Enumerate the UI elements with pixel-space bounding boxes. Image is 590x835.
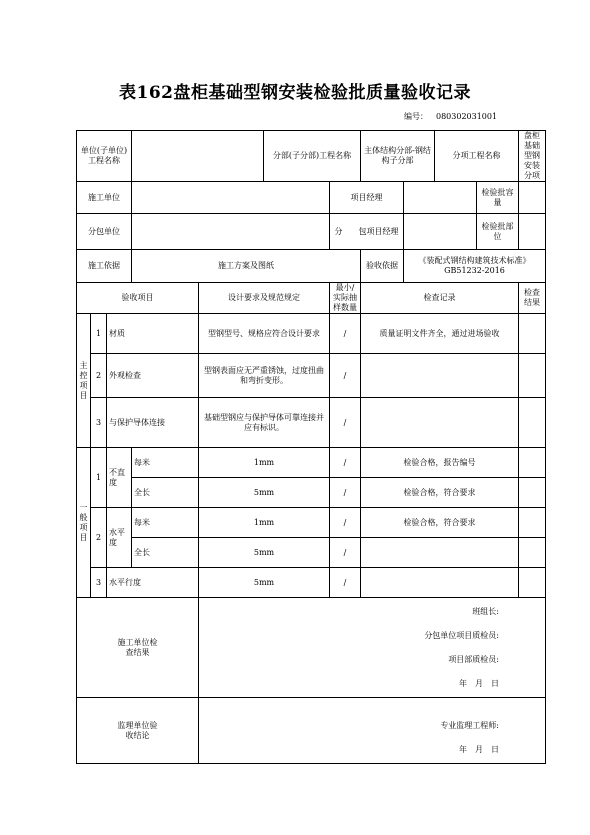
general-item-row bbox=[77, 508, 546, 538]
general-item-row bbox=[77, 478, 546, 508]
general-item-name: 水平行度 bbox=[107, 568, 199, 598]
general-item-row bbox=[77, 568, 546, 598]
general-item-record[interactable] bbox=[361, 568, 519, 598]
general-item-sample[interactable]: / bbox=[330, 538, 361, 568]
contractor-label: 施工单位 bbox=[77, 182, 132, 214]
general-item-record[interactable]: 检验合格，符合要求 bbox=[361, 508, 519, 538]
inspection-record-table bbox=[76, 130, 546, 764]
general-item-design: 1mm bbox=[199, 508, 330, 538]
general-item-name: 不直度 bbox=[107, 448, 132, 508]
general-item-result[interactable] bbox=[519, 508, 546, 538]
supervisor-signature-block[interactable] bbox=[199, 698, 546, 764]
subdivision-name-field[interactable]: 主体结构分部-钢结构子分部 bbox=[361, 131, 435, 182]
general-item-row bbox=[77, 538, 546, 568]
sub-project-manager-field[interactable] bbox=[404, 214, 477, 250]
supervisor-spacer bbox=[201, 700, 499, 714]
main-item-result[interactable] bbox=[519, 314, 546, 354]
main-item-record[interactable] bbox=[361, 398, 519, 448]
main-item-sample[interactable]: / bbox=[330, 314, 361, 354]
document-number-value: 080302031001 bbox=[436, 112, 498, 121]
sub-project-manager-label: 分 包项目经理 bbox=[330, 214, 404, 250]
general-item-sample[interactable]: / bbox=[330, 448, 361, 478]
general-item-record[interactable] bbox=[361, 538, 519, 568]
unit-name-field[interactable] bbox=[132, 131, 264, 182]
batch-location-field[interactable] bbox=[519, 214, 546, 250]
batch-size-label: 检验批容量 bbox=[477, 182, 519, 214]
column-sample: 最小/实际抽样数量 bbox=[330, 283, 361, 314]
project-manager-label: 项目经理 bbox=[330, 182, 404, 214]
general-item-result[interactable] bbox=[519, 538, 546, 568]
main-item-name: 与保护导体连接 bbox=[107, 398, 199, 448]
supervisor-label bbox=[77, 698, 199, 764]
contractor-check-label bbox=[77, 598, 199, 698]
contractor-signature-block[interactable] bbox=[199, 598, 546, 698]
column-item: 验收项目 bbox=[77, 283, 199, 314]
general-item-name: 水平度 bbox=[107, 508, 132, 568]
header-row-unit bbox=[77, 131, 546, 182]
main-item-row bbox=[77, 354, 546, 398]
general-subitem-name: 全长 bbox=[132, 538, 199, 568]
general-item-record[interactable]: 检验合格，报告编号 bbox=[361, 448, 519, 478]
main-item-result[interactable] bbox=[519, 354, 546, 398]
general-subitem-name: 每米 bbox=[132, 508, 199, 538]
general-items-group-text: 一般项目 bbox=[79, 502, 88, 542]
general-item-sample[interactable]: / bbox=[330, 478, 361, 508]
general-item-record[interactable]: 检验合格，符合要求 bbox=[361, 478, 519, 508]
main-item-name: 外观检查 bbox=[107, 354, 199, 398]
main-item-result[interactable] bbox=[519, 398, 546, 448]
supervisor-row bbox=[77, 698, 546, 764]
main-item-no: 3 bbox=[91, 398, 107, 448]
batch-size-field[interactable] bbox=[519, 182, 546, 214]
acceptance-basis-label: 验收依据 bbox=[361, 250, 404, 283]
contractor-check-label-text: 施工单位检查结果 bbox=[117, 637, 158, 657]
general-item-no: 3 bbox=[91, 568, 107, 598]
contractor-field[interactable] bbox=[132, 182, 330, 214]
general-item-result[interactable] bbox=[519, 448, 546, 478]
item-name-label: 分项工程名称 bbox=[435, 131, 519, 182]
general-item-sample[interactable]: / bbox=[330, 568, 361, 598]
construction-basis-field[interactable]: 施工方案及图纸 bbox=[132, 250, 361, 283]
general-item-result[interactable] bbox=[519, 478, 546, 508]
general-item-no: 1 bbox=[91, 448, 107, 508]
general-item-design: 5mm bbox=[199, 568, 330, 598]
project-manager-field[interactable] bbox=[404, 182, 477, 214]
general-item-design: 1mm bbox=[199, 448, 330, 478]
main-item-design: 基础型钢应与保护导体可靠连接并应有标识。 bbox=[199, 398, 330, 448]
general-items-group-label bbox=[77, 448, 91, 598]
column-result: 检查结果 bbox=[519, 283, 546, 314]
main-item-sample[interactable]: / bbox=[330, 398, 361, 448]
general-item-sample[interactable]: / bbox=[330, 508, 361, 538]
construction-basis-label: 施工依据 bbox=[77, 250, 132, 283]
batch-location-label: 检验批部位 bbox=[477, 214, 519, 250]
main-item-no: 1 bbox=[91, 314, 107, 354]
supervisor-date[interactable]: 年 月 日 bbox=[459, 744, 500, 754]
item-name-field[interactable]: 盘柜基础型钢安装分项 bbox=[519, 131, 546, 182]
general-item-design: 5mm bbox=[199, 538, 330, 568]
contractor-date[interactable]: 年 月 日 bbox=[459, 678, 500, 688]
document-number bbox=[396, 111, 497, 122]
acceptance-basis-field[interactable]: 《装配式钢结构建筑技术标准》 GB51232-2016 bbox=[404, 250, 546, 283]
contractor-check-row bbox=[77, 598, 546, 698]
document-number-label: 编号： bbox=[404, 112, 428, 121]
dept-inspector-signature[interactable]: 项目部质检员: bbox=[448, 654, 500, 664]
page-title: 表162盘柜基础型钢安装检验批质量验收记录 bbox=[119, 83, 471, 103]
subcontractor-label: 分包单位 bbox=[77, 214, 132, 250]
general-item-design: 5mm bbox=[199, 478, 330, 508]
column-record: 检查记录 bbox=[361, 283, 519, 314]
general-subitem-name: 全长 bbox=[132, 478, 199, 508]
general-item-row bbox=[77, 448, 546, 478]
sub-inspector-signature[interactable]: 分包单位项目质检员: bbox=[424, 630, 500, 640]
subdivision-name-label: 分部(子分部)工程名称 bbox=[264, 131, 361, 182]
header-row-contractor bbox=[77, 182, 546, 214]
subcontractor-field[interactable] bbox=[132, 214, 330, 250]
main-item-name: 材质 bbox=[107, 314, 199, 354]
general-item-no: 2 bbox=[91, 508, 107, 568]
header-row-subcontractor bbox=[77, 214, 546, 250]
column-header-row bbox=[77, 283, 546, 314]
team-leader-signature[interactable]: 班组长: bbox=[472, 606, 500, 616]
main-item-record[interactable] bbox=[361, 354, 519, 398]
main-item-design: 型钢表面应无严重锈蚀，过度扭曲和弯折变形。 bbox=[199, 354, 330, 398]
main-items-group-text: 主控项目 bbox=[79, 360, 88, 400]
main-item-record[interactable]: 质量证明文件齐全，通过进场验收 bbox=[361, 314, 519, 354]
general-subitem-name: 每米 bbox=[132, 448, 199, 478]
main-item-sample[interactable]: / bbox=[330, 354, 361, 398]
main-items-group-label bbox=[77, 314, 91, 448]
supervisor-engineer-signature[interactable]: 专业监理工程师: bbox=[440, 720, 500, 730]
unit-name-label: 单位(子单位)工程名称 bbox=[77, 131, 132, 182]
main-item-design: 型钢型号、规格应符合设计要求 bbox=[199, 314, 330, 354]
general-item-result[interactable] bbox=[519, 568, 546, 598]
supervisor-label-text: 监理单位验收结论 bbox=[117, 720, 158, 740]
column-design: 设计要求及规范规定 bbox=[199, 283, 330, 314]
main-item-row bbox=[77, 398, 546, 448]
main-item-row bbox=[77, 314, 546, 354]
main-item-no: 2 bbox=[91, 354, 107, 398]
header-row-basis bbox=[77, 250, 546, 283]
